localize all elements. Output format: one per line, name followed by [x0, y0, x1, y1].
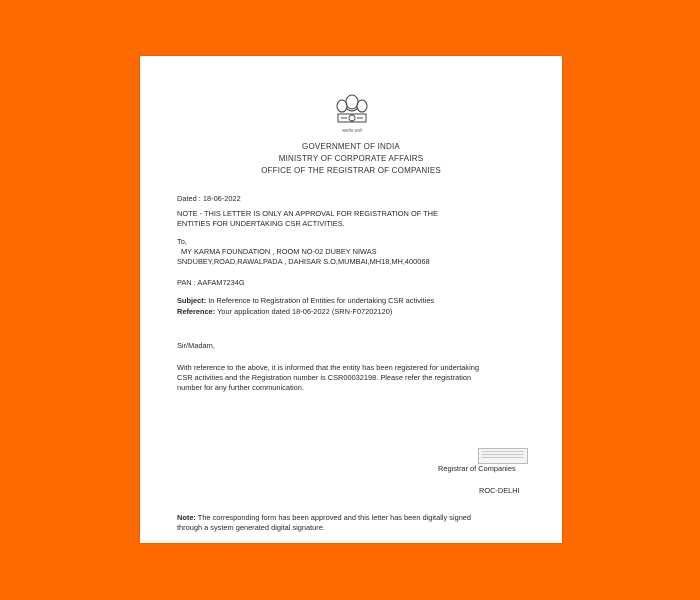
footnote-line-2: through a system generated digital signature. — [177, 523, 325, 532]
recipient-address-line-1: MY KARMA FOUNDATION , ROOM NO-02 DUBEY NIWAS — [181, 247, 377, 256]
approval-note-line-2: ENTITIES FOR UNDERTAKING CSR ACTIVITIES. — [177, 219, 345, 228]
header-government: GOVERNMENT OF INDIA — [302, 142, 400, 151]
emblem-motto: सत्यमेव जयते — [342, 128, 362, 133]
signatory-title: Registrar of Companies — [438, 464, 516, 473]
digital-signature-stamp — [478, 448, 528, 464]
pan-number: PAN : AAFAM7234G — [177, 278, 245, 287]
footnote-text: The corresponding form has been approved and this letter has been digitally signed — [195, 513, 472, 522]
body-line-2: CSR activities and the Registration number is CSR00032198. Please refer the registration — [177, 373, 472, 382]
reference-label: Reference: — [177, 307, 216, 316]
recipient-to: To, — [177, 237, 187, 246]
body-line-1: With reference to the above, it is informed that the entity has been registered for undertaking — [177, 363, 479, 372]
header-ministry: MINISTRY OF CORPORATE AFFAIRS — [278, 154, 424, 163]
letter-date: Dated : 18-06-2022 — [177, 194, 241, 203]
body-line-3: number for any further communication. — [177, 383, 304, 392]
footnote-line-1 — [177, 513, 471, 523]
national-emblem-icon — [331, 90, 373, 138]
footnote-label: Note: — [177, 513, 196, 522]
subject-line — [177, 296, 434, 306]
subject-text: In Reference to Registration of Entities for undertaking CSR activities — [206, 296, 435, 305]
letter-page — [140, 56, 562, 543]
reference-text: Your application dated 18-06-2022 (SRN-F07202120) — [215, 307, 393, 316]
header-office: OFFICE OF THE REGISTRAR OF COMPANIES — [261, 166, 441, 175]
approval-note-line-1: NOTE - THIS LETTER IS ONLY AN APPROVAL FOR REGISTRATION OF THE — [177, 209, 438, 218]
salutation: Sir/Madam, — [177, 341, 215, 350]
recipient-address-line-2: SNDUBEY,ROAD,RAWALPADA , DAHISAR S.O,MUMBAI,MH18,MH,400068 — [177, 257, 430, 266]
signatory-office: ROC-DELHI — [479, 486, 520, 495]
subject-label: Subject: — [177, 296, 207, 305]
reference-line — [177, 307, 392, 317]
